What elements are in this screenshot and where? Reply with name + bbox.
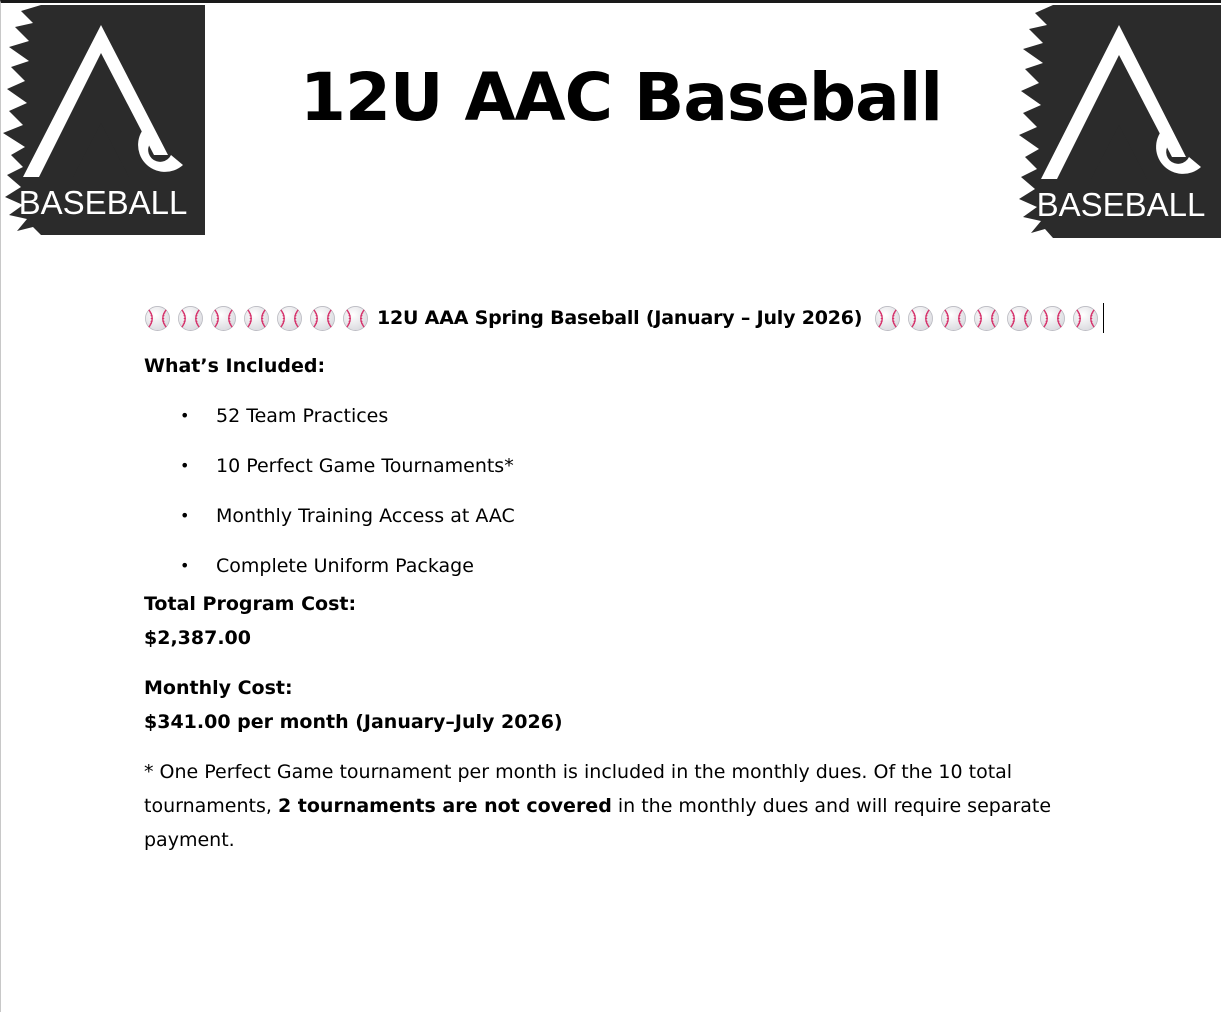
baseball-icon: [874, 305, 901, 332]
total-cost-value: $2,387.00: [144, 627, 251, 649]
footnote-emphasis: 2 tournaments are not covered: [277, 795, 612, 817]
bullet-icon: •: [180, 406, 190, 425]
included-list: [144, 399, 1104, 599]
list-item: [144, 449, 1104, 499]
document-body: [144, 299, 1104, 857]
logo-wordmark-right: BASEBALL: [1036, 186, 1206, 223]
baseball-icon: [243, 305, 270, 332]
baseball-icon: [940, 305, 967, 332]
bullet-icon: •: [180, 506, 190, 525]
monthly-cost-value: $341.00 per month (January–July 2026): [144, 711, 563, 733]
list-item-text: 10 Perfect Game Tournaments*: [216, 455, 514, 477]
aac-logo-icon: [3, 5, 205, 235]
bullet-icon: •: [180, 556, 190, 575]
program-heading-row: [144, 299, 1104, 337]
baseball-icon: [276, 305, 303, 332]
footnote-text-start: * One Perfect Game tournament per month is included in the monthly dues. Of the 10 total tournaments,: [144, 761, 1013, 817]
list-item: [144, 499, 1104, 549]
baseball-icon: [907, 305, 934, 332]
bullet-icon: •: [180, 456, 190, 475]
baseball-icon: [210, 305, 237, 332]
list-item-text: Monthly Training Access at AAC: [216, 505, 515, 527]
baseball-icons-left: [144, 305, 375, 332]
monthly-cost-label: Monthly Cost:: [144, 677, 293, 699]
document-title: 12U AAC Baseball: [300, 59, 942, 136]
list-item: [144, 549, 1104, 599]
aac-baseball-logo-left: [3, 5, 205, 235]
baseball-icon: [973, 305, 1000, 332]
total-cost-label: Total Program Cost:: [144, 593, 357, 615]
tournament-footnote: [144, 755, 1074, 857]
baseball-icon: [309, 305, 336, 332]
aac-baseball-logo-right: [1019, 5, 1221, 238]
text-cursor: [1103, 303, 1104, 333]
baseball-icon: [1006, 305, 1033, 332]
baseball-icon: [144, 305, 171, 332]
baseball-icon: [1072, 305, 1099, 332]
baseball-icon: [1039, 305, 1066, 332]
baseball-icons-right: [874, 305, 1105, 332]
list-item: [144, 399, 1104, 449]
aac-logo-icon: [1019, 5, 1221, 238]
footnote-text-end: in the monthly dues and will require separate payment.: [144, 795, 1052, 851]
baseball-icon: [177, 305, 204, 332]
baseball-icon: [342, 305, 369, 332]
list-item-text: Complete Uniform Package: [216, 555, 474, 577]
included-label: What’s Included:: [144, 355, 326, 377]
logo-wordmark-left: BASEBALL: [18, 184, 188, 221]
list-item-text: 52 Team Practices: [216, 405, 389, 427]
program-heading: 12U AAA Spring Baseball (January – July 2026): [377, 307, 863, 329]
